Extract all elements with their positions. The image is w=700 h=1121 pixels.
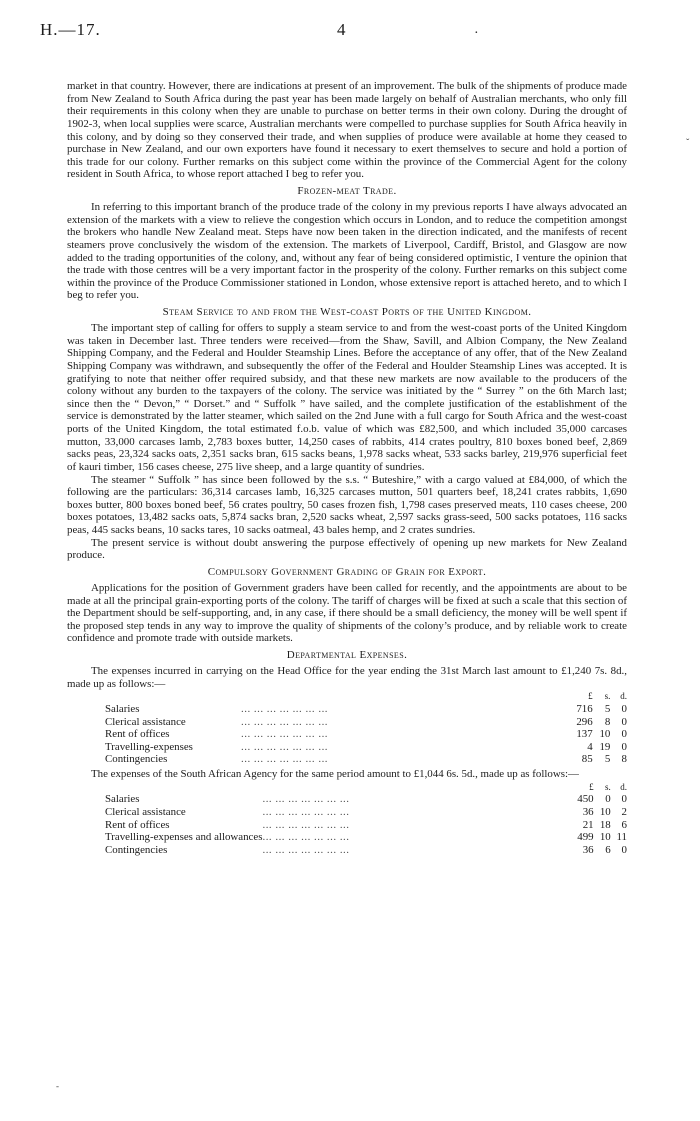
header-mark: · xyxy=(474,26,479,41)
expense-shillings: 5 xyxy=(604,702,611,715)
expense-pounds: 296 xyxy=(576,715,593,728)
page-body xyxy=(67,80,627,858)
expense-pounds: 21 xyxy=(582,818,594,831)
expense-shillings: 8 xyxy=(604,715,611,728)
expense-shillings: 18 xyxy=(599,818,611,831)
expense-shillings: 6 xyxy=(605,843,611,856)
expense-pounds: 499 xyxy=(577,831,594,844)
expense-row xyxy=(67,793,627,806)
paragraph-agency-expenses: The expenses of the South African Agency for the same period amount to £1,044 6s. 5d., made up as follows:— xyxy=(91,768,579,780)
unit-pence: d. xyxy=(620,781,627,792)
currency-units-row xyxy=(67,690,627,703)
expense-item: Rent of offices xyxy=(105,728,170,741)
paragraph-south-africa-market: market in that country. However, there are indications at present of an improvement. The bulk of the shipments of produce made from New Zealand to South Africa during the past year has been made largely on behalf of Australian merchants, who only fill their requirements in this colony when they are unable to purchase on better terms in their own colony. During the drought of 1902-3, when local supplies were scarce, Australian merchants were compelled to purchase supplies for South Africa heavily in this colony, and by doing so they conserved their trade, and when supplies of produce were available at home they ceased to purchase in New Zealand, and our own exporters have found it necessary to exert themselves to secure and hold a portion of this trade for our colony. Further remarks on this subject come within the province of the Commercial Agent for the colony resident in South Africa, to whose report attached I beg to refer you. xyxy=(67,80,627,181)
paragraph-present-service: The present service is without doubt answering the purpose effectively of opening up new markets for New Zealand produce. xyxy=(67,536,627,562)
dot-leader: ... ... ... ... ... ... ... xyxy=(262,843,350,856)
unit-pence: d. xyxy=(620,691,627,702)
expense-pence: 11 xyxy=(616,831,627,844)
unit-pounds: £ xyxy=(588,691,593,702)
dot-leader: ... ... ... ... ... ... ... xyxy=(241,702,329,715)
margin-mark-right: ˇ xyxy=(686,138,690,149)
expense-shillings: 10 xyxy=(599,831,611,844)
expense-pence: 0 xyxy=(621,793,627,806)
paragraph-frozen-meat: In referring to this important branch of the produce trade of the colony in my previous reports I have always advocated an extension of the markets with a view to relieve the congestion which occurs in London, and to reduce the competition amongst the brokers who handle New Zealand meat. Steps have now been taken in the direction indicated, and the manifests of recent steamers prove conclusively the wisdom of the extension. The markets of Liverpool, Cardiff, Bristol, and Glasgow are now added to the trading opportunities of the colony, and, without any fear of being considered optimistic, I venture the opinion that the trade with those centres will be a very important factor in the prosperity of the colony. Further remarks on this subject come within the province of the Produce Commissioner stationed in London, whose extensive report is attached hereto, and to which I beg to refer you. xyxy=(67,201,627,302)
expense-shillings: 10 xyxy=(599,805,611,818)
dot-leader: ... ... ... ... ... ... ... xyxy=(241,728,329,741)
unit-pounds: £ xyxy=(589,781,594,792)
currency-units-row xyxy=(67,781,627,794)
expense-item: Travelling-expenses and allowances xyxy=(105,831,263,844)
expense-row xyxy=(67,728,627,741)
expense-pounds: 36 xyxy=(582,843,594,856)
expense-shillings: 10 xyxy=(599,728,611,741)
expense-pounds: 137 xyxy=(576,728,593,741)
expense-pence: 8 xyxy=(621,753,627,766)
page-header xyxy=(0,20,700,44)
expense-row xyxy=(67,806,627,819)
expense-item: Contingencies xyxy=(105,753,168,766)
expense-pence: 0 xyxy=(621,702,627,715)
expense-row xyxy=(67,741,627,754)
expense-row xyxy=(67,703,627,716)
document-reference: H.—17. xyxy=(40,20,101,39)
dot-leader: ... ... ... ... ... ... ... xyxy=(241,740,329,753)
paragraph-buteshire-cargo: The steamer “ Suffolk ” has since been followed by the s.s. “ Buteshire,” with a cargo valued at £84,000, of which the following are the particulars: 36,314 carcases lamb, 16,325 carcases mutton, 501 quarters beef, 18,241 crates rabbits, 1,690 boxes butter, 800 boxes boned beef, 56 crates poultry, 50 cases frozen fish, 1,798 cases preserved meats, 110 cases cheese, 200 boxes potatoes, 13,482 sacks oats, 5,874 sacks bran, 2,520 sacks wheat, 2,597 sacks grass-seed, 500 sacks potatoes, 116 sacks peas, 445 sacks beans, 10 sacks tares, 10 sacks oatmeal, 43 bales hemp, and 2 crates sundries. xyxy=(67,473,627,536)
margin-mark-left: - xyxy=(56,1081,59,1091)
expense-pence: 0 xyxy=(621,728,627,741)
heading-steam-service: Steam Service to and from the West-coast Ports of the United Kingdom. xyxy=(162,306,532,318)
expense-row xyxy=(67,844,627,857)
expense-item: Contingencies xyxy=(105,843,168,856)
dot-leader: ... ... ... ... ... ... ... xyxy=(262,831,350,844)
expense-item: Clerical assistance xyxy=(105,805,186,818)
heading-departmental-expenses: Departmental Expenses. xyxy=(286,649,408,661)
expense-pence: 0 xyxy=(621,715,627,728)
page-number: 4 xyxy=(337,20,346,39)
dot-leader: ... ... ... ... ... ... ... xyxy=(241,753,329,766)
expense-shillings: 5 xyxy=(604,753,611,766)
unit-shillings: s. xyxy=(604,691,611,702)
expense-item: Rent of offices xyxy=(105,818,170,831)
expense-pounds: 716 xyxy=(576,702,593,715)
dot-leader: ... ... ... ... ... ... ... xyxy=(262,818,350,831)
unit-shillings: s. xyxy=(604,781,611,792)
expense-pence: 0 xyxy=(621,843,627,856)
expense-item: Salaries xyxy=(105,702,140,715)
expense-shillings: 19 xyxy=(599,740,611,753)
expense-row xyxy=(67,753,627,766)
expense-row xyxy=(67,831,627,844)
heading-frozen-meat-trade: Frozen-meat Trade. xyxy=(297,185,397,197)
expense-item: Salaries xyxy=(105,793,140,806)
expense-pence: 6 xyxy=(621,818,627,831)
expense-row xyxy=(67,819,627,832)
head-office-expenses-table xyxy=(67,690,627,766)
dot-leader: ... ... ... ... ... ... ... xyxy=(262,805,350,818)
heading-grain-grading: Compulsory Government Grading of Grain for Export. xyxy=(207,565,487,578)
paragraph-head-office-expenses: The expenses incurred in carrying on the Head Office for the year ending the 31st March last amount to £1,240 7s. 8d., made up as follows:— xyxy=(67,665,627,690)
expense-shillings: 0 xyxy=(605,793,611,806)
dot-leader: ... ... ... ... ... ... ... xyxy=(262,793,350,806)
expense-item: Travelling-expenses xyxy=(105,740,193,753)
dot-leader: ... ... ... ... ... ... ... xyxy=(241,715,329,728)
expense-pence: 0 xyxy=(621,740,627,753)
expense-pounds: 85 xyxy=(581,753,593,766)
paragraph-steam-service: The important step of calling for offers to supply a steam service to and from the west-coast ports of the United Kingdom was taken in December last. Three tenders were received—from the Shaw, Savill, and Albion Company, the New Zealand Shipping Company, and the Federal and Houlder Steamship Lines. Before the acceptance of any offer, that of the New Zealand Shipping Company was withdrawn, and subsequently the offer of the Federal and Houlder Steamship Lines was accepted. It is gratifying to note that neither offer required subsidy, and that these new markets are now available to the producers of the colony without any burden to the taxpayers of the colony. The service was initiated by the “ Surrey ” on the 6th March last; since then the “ Devon,” “ Dorset.” and “ Suffolk ” have sailed, and the complete justification of the establishment of the service is demonstrated by the latter steamer, which sailed on the 2nd June with a full cargo for South Africa and the west-coast ports of the United Kingdom, the total estimated f.o.b. value of which was £82,500, and which included 35,000 carcases mutton, 33,000 carcases lamb, 2,783 boxes butter, 14,250 cases of rabbits, 414 crates poultry, 810 boxes boned beef, 2,869 sacks peas, 23,324 sacks oats, 2,351 sacks bran, 615 sacks beans, 1,978 sacks wheat, 533 sacks barley, 219,976 superficial feet of kauri timber, 156 cases cheese, 275 live sheep, and a large quantity of sundries. xyxy=(67,322,627,473)
expense-pounds: 4 xyxy=(587,740,593,753)
expense-pounds: 36 xyxy=(582,805,594,818)
agency-expenses-table xyxy=(67,781,627,857)
expense-row xyxy=(67,716,627,729)
expense-pence: 2 xyxy=(621,805,627,818)
paragraph-grain-grading: Applications for the position of Government graders have been called for recently, and the appointments are about to be made at all the principal grain-exporting ports of the colony. The tariff of charges will be fixed at such a scale that this section of the Department should be self-supporting, and, in any case, if there should be a small deficiency, the money will be well spent if the proposed step tends in any way to improve the quality of shipments of the colony’s produce, and by reliable work to create confidence and promote trade with outside markets. xyxy=(67,581,627,645)
expense-pounds: 450 xyxy=(577,793,594,806)
expense-item: Clerical assistance xyxy=(105,715,186,728)
